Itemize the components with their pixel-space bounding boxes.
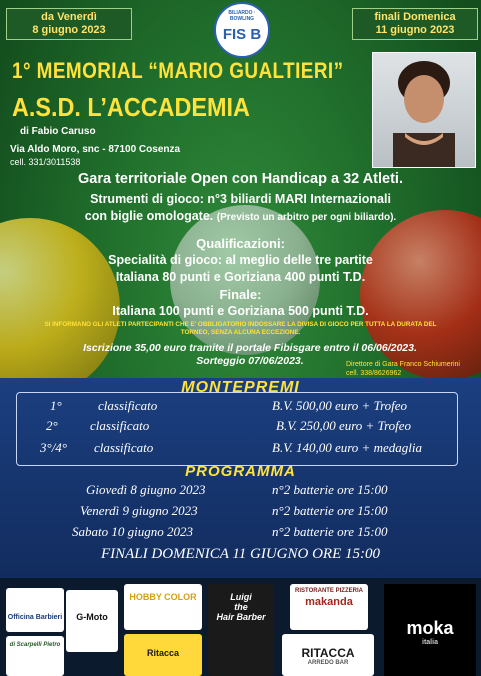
sponsor-sub: ARREDO BAR	[307, 660, 349, 666]
club-address: Via Aldo Moro, snc - 87100 Cosenza	[10, 144, 181, 155]
end-date: 11 giugno 2023	[375, 24, 455, 36]
club-phone: cell. 331/3011538	[10, 157, 81, 167]
prize-place: 1°	[50, 398, 62, 413]
prize-row-3	[0, 440, 481, 458]
qualifications-title: Qualificazioni:	[196, 236, 285, 251]
tools-line-2-text: con biglie omologate.	[84, 209, 214, 223]
sponsor-line-3: Hair Barber	[216, 612, 266, 622]
prize-place: 3°/4°	[40, 440, 68, 455]
memorial-portrait	[372, 52, 476, 168]
final-line: Italiana 100 punti e Goriziana 500 punti T.D.	[112, 304, 369, 318]
sponsor-ritacca-1	[124, 634, 202, 676]
prize-label: classificato	[94, 440, 154, 455]
club-owner: di Fabio Caruso	[20, 126, 96, 137]
sponsor-line-2: the	[234, 602, 248, 612]
start-label: da Venerdì	[41, 11, 97, 23]
program-title: PROGRAMMA	[185, 463, 296, 480]
prize-label: classificato	[90, 418, 150, 433]
sponsor-scarpelli	[6, 636, 64, 676]
sponsor-line-1: RISTORANTE PIZZERIA	[295, 588, 363, 594]
fis-logo-letters: FIS B	[222, 26, 262, 43]
prize-row-2	[0, 418, 481, 436]
sponsor-name: G-Moto	[76, 612, 108, 622]
sponsor-g-moto	[66, 590, 118, 652]
prize-place: 2°	[46, 418, 58, 433]
tools-line-2	[0, 209, 481, 223]
sponsor-line-1: Luigi	[230, 592, 252, 602]
notice-line-1: SI INFORMANO GLI ATLETI PARTECIPANTI CHE E' OBBLIGATORIO INDOSSARE LA DIVISA DI GIOCO PER TUTTA LA DURATA DEL	[44, 321, 437, 328]
registration-info: Iscrizione 35,00 euro tramite il portale Fibisgare entro il 06/06/2023.	[83, 342, 417, 354]
draw-date: Sorteggio 07/06/2023.	[196, 355, 304, 367]
program-row-3	[0, 524, 481, 542]
uniform-notice	[8, 321, 473, 337]
qualifications-line-1: Specialità di gioco: al meglio delle tre partite	[108, 253, 373, 267]
sponsor-name: RITACCA	[301, 646, 355, 660]
program-day: Venerdì 9 giugno 2023	[80, 503, 198, 518]
prize-amount: B.V. 250,00 euro + Trofeo	[276, 418, 412, 433]
director-name: Direttore di Gara Franco Schiumerini	[346, 361, 460, 368]
event-title: 1° MEMORIAL “MARIO GUALTIERI”	[12, 58, 344, 83]
sponsor-moka	[384, 584, 476, 676]
qualifications-line-2: Italiana 80 punti e Goriziana 400 punti T.D.	[115, 270, 366, 284]
prize-amount: B.V. 500,00 euro + Trofeo	[272, 398, 408, 413]
fis-logo-caption: BILIARDO · BOWLING	[228, 10, 256, 22]
sponsor-name: Officina Barbieri	[7, 614, 63, 621]
sponsor-name: di Scarpelli Pietro	[9, 642, 61, 648]
director-phone: cell. 338/8626962	[346, 370, 402, 377]
start-date: 8 giugno 2023	[32, 24, 106, 36]
program-detail: n°2 batterie ore 15:00	[272, 503, 388, 518]
sponsor-ritacca-2	[282, 634, 374, 676]
tools-line-1: Strumenti di gioco: n°3 biliardi MARI Internazionali	[90, 192, 391, 206]
end-label: finali Domenica	[374, 11, 456, 23]
end-date-box	[352, 8, 478, 40]
club-name: A.S.D. L’ACCADEMIA	[12, 92, 250, 122]
program-detail: n°2 batterie ore 15:00	[272, 482, 388, 497]
prize-amount: B.V. 140,00 euro + medaglia	[272, 440, 422, 455]
finals-schedule: FINALI DOMENICA 11 GIUGNO ORE 15:00	[100, 546, 380, 562]
sponsor-line-2: makanda	[305, 596, 353, 608]
sponsor-hobby-color	[124, 584, 202, 630]
sponsor-hair-barber	[208, 584, 274, 676]
prizes-title: MONTEPREMI	[181, 379, 300, 396]
fis-logo	[214, 2, 270, 58]
sponsor-name: Ritacca	[146, 648, 180, 658]
prize-label: classificato	[98, 398, 158, 413]
final-title: Finale:	[219, 287, 262, 302]
program-day: Giovedì 8 giugno 2023	[86, 482, 206, 497]
sponsor-officina-barbieri	[6, 588, 64, 632]
sponsor-name: moka	[406, 618, 454, 638]
sponsor-sub: italia	[422, 639, 438, 646]
sponsor-makanda	[290, 584, 368, 630]
program-day: Sabato 10 giugno 2023	[72, 524, 193, 539]
director-box	[346, 360, 476, 378]
tools-note: (Previsto un arbitro per ogni biliardo).	[216, 212, 397, 223]
start-date-box	[6, 8, 132, 40]
event-headline: Gara territoriale Open con Handicap a 32 Atleti.	[77, 171, 403, 187]
program-detail: n°2 batterie ore 15:00	[272, 524, 388, 539]
program-row-2	[0, 503, 481, 521]
program-row-1	[0, 482, 481, 500]
sponsor-name: HOBBY COLOR	[129, 592, 197, 602]
prize-row-1	[0, 398, 481, 416]
notice-line-2: TORNEO, SENZA ALCUNA ECCEZIONE.	[180, 329, 301, 336]
